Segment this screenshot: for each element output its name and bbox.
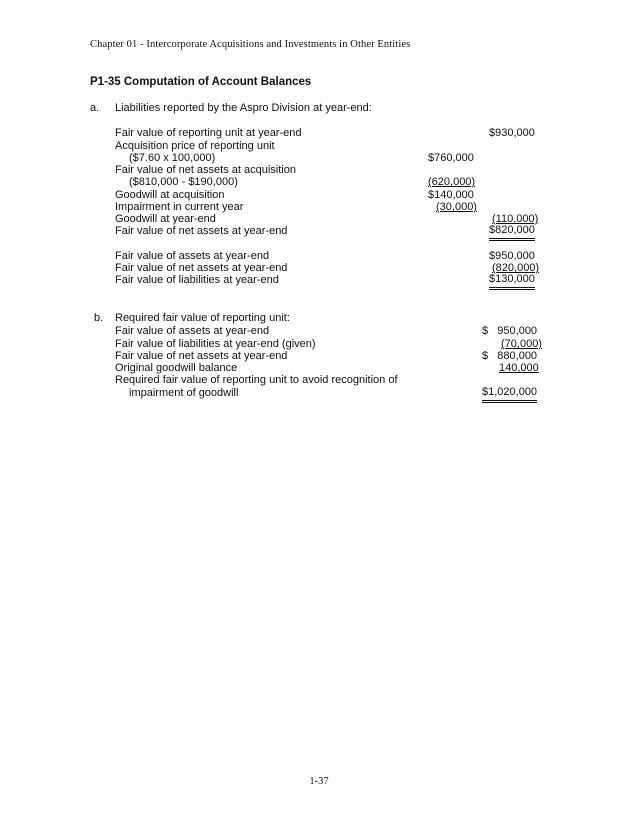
row-amount-col2: (820,000) [492, 262, 540, 274]
row-amount-col1: $140,000 [428, 189, 474, 201]
row-label: ($810,000 - $190,000) [129, 176, 238, 188]
part-b-letter: b. [94, 312, 104, 324]
row-label: Impairment in current year [115, 201, 244, 213]
row-amount-col2: $820,000 [489, 225, 535, 241]
part-b-heading: Required fair value of reporting unit: [115, 312, 290, 324]
row-label: Goodwill at acquisition [115, 189, 225, 201]
row-amount-col2: 140,000 [499, 362, 539, 374]
row-label: ($7.60 x 100,000) [129, 152, 216, 164]
row-label: Fair value of net assets at year-end [115, 350, 288, 362]
problem-title: P1-35 Computation of Account Balances [90, 76, 312, 88]
row-label: Acquisition price of reporting unit [115, 140, 275, 152]
part-a-letter: a. [90, 102, 100, 114]
row-label: Fair value of net assets at year-end [115, 225, 288, 237]
row-label: Required fair value of reporting unit to avoid recognition of [115, 374, 398, 386]
row-label: Original goodwill balance [115, 362, 238, 374]
row-amount-col1: (30,000) [436, 201, 477, 213]
row-amount-col2: $950,000 [489, 250, 535, 262]
part-a-heading: Liabilities reported by the Aspro Division at year-end: [115, 102, 372, 114]
row-amount-col2: $930,000 [489, 127, 535, 139]
row-label: impairment of goodwill [129, 387, 239, 399]
row-amount-col2: (70,000) [501, 338, 542, 350]
row-label: Fair value of net assets at year-end [115, 262, 288, 274]
row-label: Fair value of assets at year-end [115, 250, 270, 262]
chapter-header: Chapter 01 - Intercorporate Acquisitions and Investments in Other Entities [90, 39, 411, 50]
row-label: Fair value of liabilities at year-end (given) [115, 338, 316, 350]
row-label: Fair value of assets at year-end [115, 325, 270, 337]
row-label: Fair value of net assets at acquisition [115, 164, 296, 176]
row-amount-col1: (620,000) [428, 176, 476, 188]
page-number: 1-37 [309, 776, 329, 787]
row-amount-col2: $130,000 [489, 274, 535, 290]
row-amount-col2: $ 950,000 [482, 325, 538, 337]
row-amount-col2: (110,000) [492, 213, 539, 225]
row-amount-col2: $1,020,000 [482, 387, 537, 403]
row-label: Fair value of liabilities at year-end [115, 274, 279, 286]
row-amount-col2: $ 880,000 [482, 350, 538, 362]
row-amount-col1: $760,000 [428, 152, 474, 164]
row-label: Fair value of reporting unit at year-end [115, 127, 302, 139]
row-label: Goodwill at year-end [115, 213, 216, 225]
